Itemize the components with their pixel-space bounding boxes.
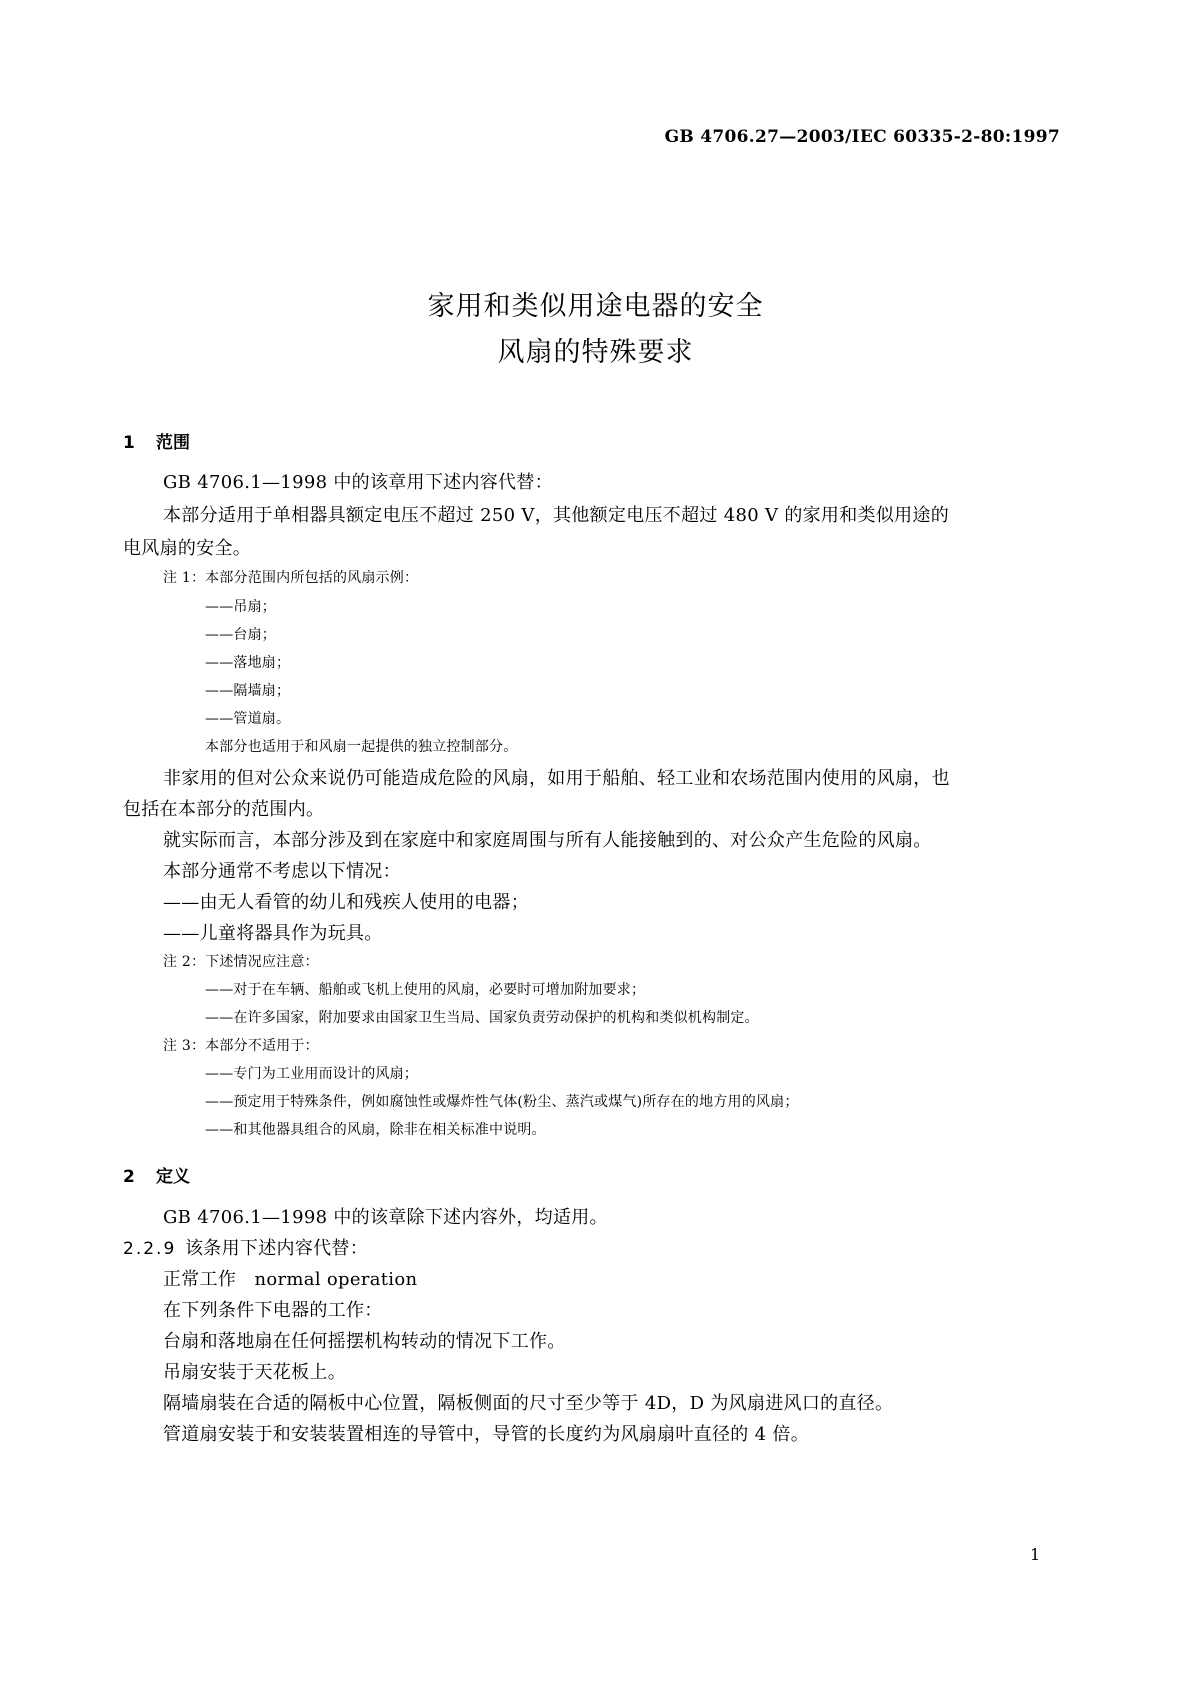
- page-number: 1: [1030, 1545, 1041, 1564]
- paragraph-public-hazard-line2: 包括在本部分的范围内。: [123, 799, 325, 820]
- note-1-extra: 本部分也适用于和风扇一起提供的独立控制部分。: [205, 739, 518, 755]
- section-2-number: 2: [123, 1167, 135, 1187]
- paragraph-not-considered: 本部分通常不考虑以下情况：: [163, 861, 401, 882]
- scope-paragraph-line1: 本部分适用于单相器具额定电压不超过 250 V，其他额定电压不超过 480 V 的家用和类似用途的: [163, 505, 950, 526]
- note-1-item: ——隔墙扇；: [205, 683, 291, 699]
- note-2-title: 注 2：下述情况应注意：: [163, 954, 319, 970]
- definition-line: 管道扇安装于和安装装置相连的导管中，导管的长度约为风扇扇叶直径的 4 倍。: [163, 1424, 809, 1445]
- note-1-item: ——吊扇；: [205, 599, 276, 615]
- section-2-title: 定义: [156, 1167, 190, 1187]
- definition-line: 隔墙扇装在合适的隔板中心位置，隔板侧面的尺寸至少等于 4D，D 为风扇进风口的直径。: [163, 1393, 894, 1414]
- section-1-title: 范围: [156, 433, 190, 453]
- note-1-item: ——台扇；: [205, 627, 276, 643]
- definition-line: 吊扇安装于天花板上。: [163, 1362, 346, 1383]
- definition-line: 在下列条件下电器的工作：: [163, 1300, 383, 1321]
- note-3-item: ——专门为工业用而设计的风扇；: [205, 1066, 418, 1082]
- note-3-item: ——预定用于特殊条件，例如腐蚀性或爆炸性气体(粉尘、蒸汽或煤气)所存在的地方用的风扇；: [205, 1094, 799, 1110]
- not-considered-item: ——儿童将器具作为玩具。: [163, 923, 383, 944]
- note-1-item: ——落地扇；: [205, 655, 291, 671]
- document-title-line1: 家用和类似用途电器的安全: [427, 291, 764, 322]
- definition-line: 台扇和落地扇在任何摇摆机构转动的情况下工作。: [163, 1331, 566, 1352]
- section-2-intro: GB 4706.1—1998 中的该章除下述内容外，均适用。: [163, 1207, 608, 1228]
- section-1-heading: [123, 428, 190, 453]
- note-3-title: 注 3：本部分不适用于：: [163, 1038, 319, 1054]
- document-title-line2: 风扇的特殊要求: [497, 337, 694, 368]
- term-definition: 正常工作 normal operation: [163, 1269, 418, 1290]
- standard-number: GB 4706.27—2003/IEC 60335-2-80:1997: [664, 127, 1060, 147]
- note-2-item: ——在许多国家，附加要求由国家卫生当局、国家负责劳动保护的机构和类似机构制定。: [205, 1010, 759, 1026]
- section-1-number: 1: [123, 433, 135, 453]
- not-considered-item: ——由无人看管的幼儿和残疾人使用的电器；: [163, 892, 529, 913]
- scope-paragraph-line2: 电风扇的安全。: [123, 538, 252, 559]
- note-2-item: ——对于在车辆、船舶或飞机上使用的风扇，必要时可增加附加要求；: [205, 982, 646, 998]
- clause-number: 2.2.9: [123, 1239, 177, 1259]
- clause-text: 该条用下述内容代替：: [185, 1238, 368, 1259]
- clause-2-2-9: [123, 1234, 368, 1260]
- note-1-title: 注 1：本部分范围内所包括的风扇示例：: [163, 570, 419, 586]
- section-1-intro: GB 4706.1—1998 中的该章用下述内容代替：: [163, 472, 553, 493]
- paragraph-practical: 就实际而言，本部分涉及到在家庭中和家庭周围与所有人能接触到的、对公众产生危险的风扇。: [163, 830, 932, 851]
- paragraph-public-hazard-line1: 非家用的但对公众来说仍可能造成危险的风扇，如用于船舶、轻工业和农场范围内使用的风扇，也: [163, 768, 950, 789]
- note-1-item: ——管道扇。: [205, 711, 291, 727]
- section-2-heading: [123, 1162, 190, 1187]
- note-3-item: ——和其他器具组合的风扇，除非在相关标准中说明。: [205, 1122, 546, 1138]
